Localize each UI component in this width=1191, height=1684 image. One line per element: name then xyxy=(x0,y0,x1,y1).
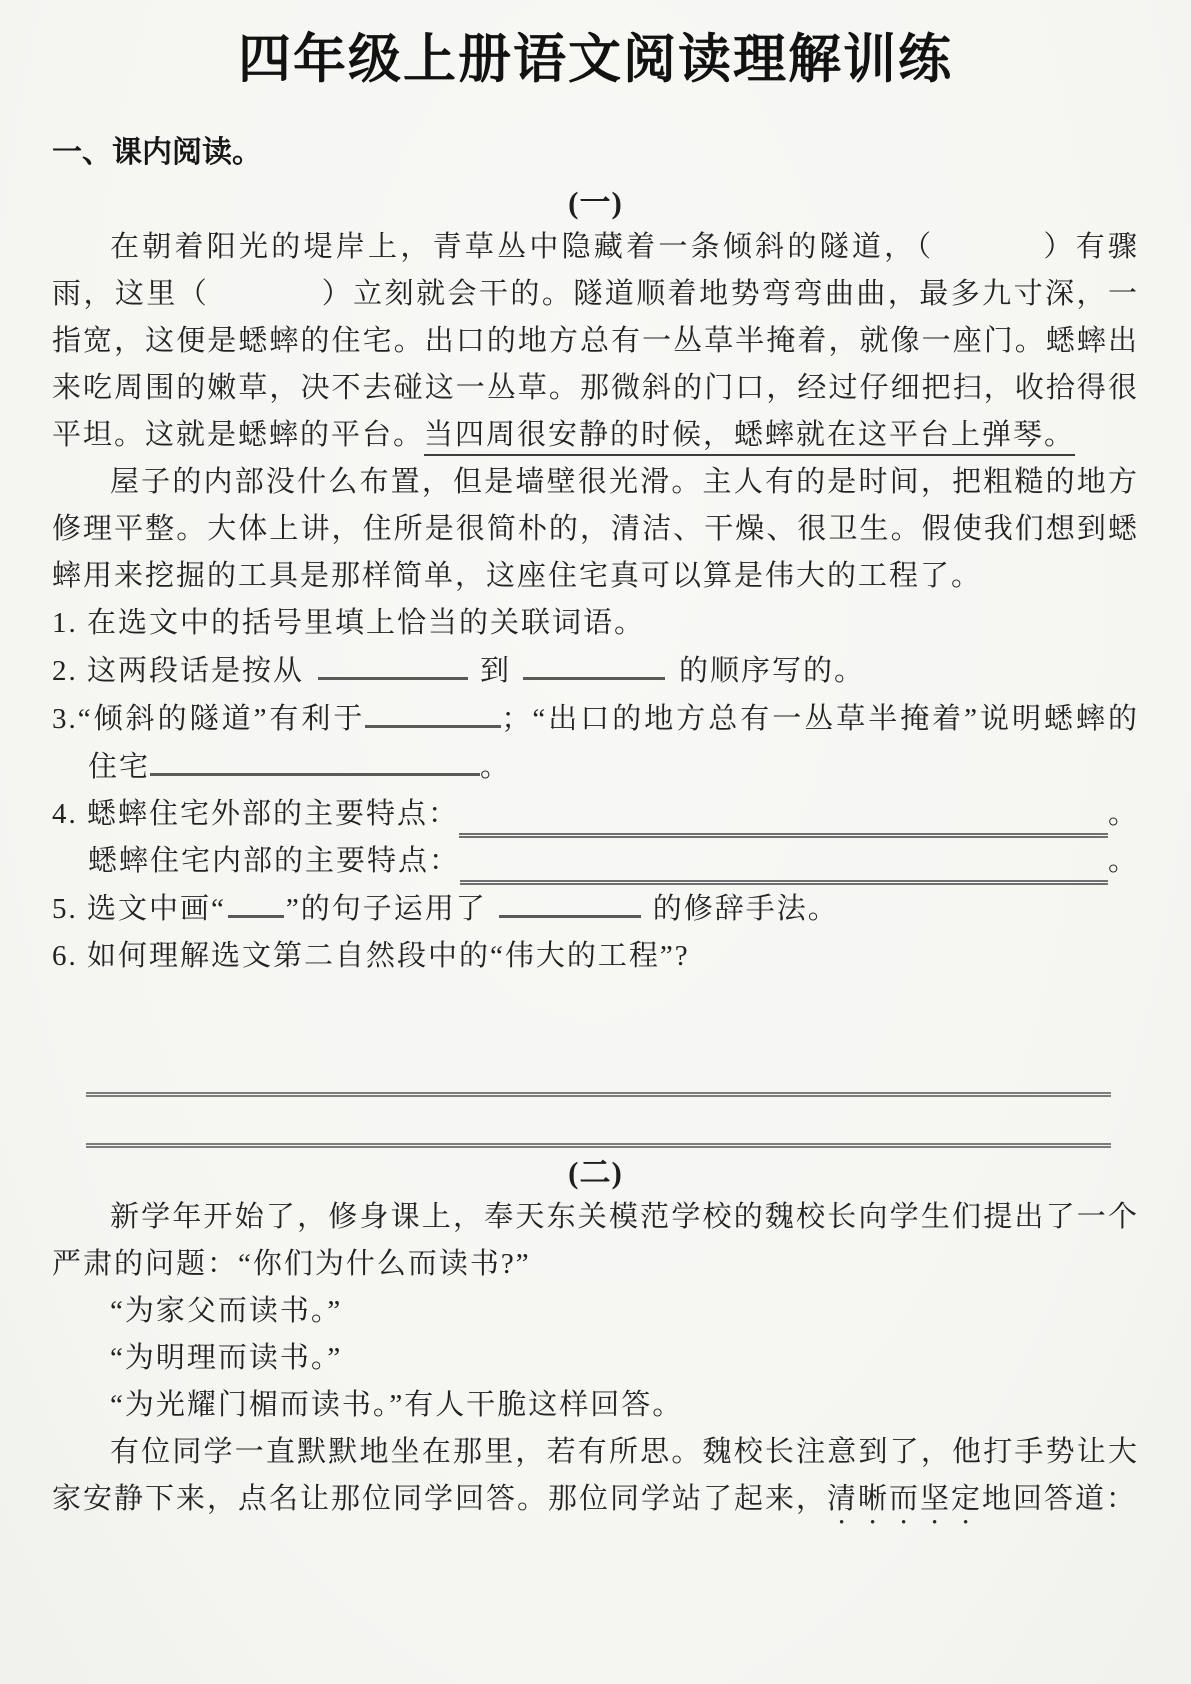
emphasized-text: 清晰而坚定 xyxy=(827,1483,983,1515)
blank-line xyxy=(459,795,1108,838)
blank-line xyxy=(228,885,284,918)
passage-2-paragraph-3: “为明理而读书。” xyxy=(110,1342,343,1374)
question-text: ；“出口的地方总有一丛草半掩着”说明蟋蟀的住宅 xyxy=(88,703,1140,783)
question-text: 2. 这两段话是按从 xyxy=(52,655,305,687)
passage-2-paragraph-5 xyxy=(52,1429,1139,1531)
question-text: 。 xyxy=(1107,798,1139,830)
question-text: 的修辞手法。 xyxy=(652,893,839,925)
page-title: 四年级上册语文阅读理解训练 xyxy=(238,30,953,89)
blank-line xyxy=(150,743,480,776)
question-text: 到 xyxy=(480,655,512,687)
passage-text: 在朝着阳光的堤岸上，青草丛中隐藏着一条倾斜的隧道，（ xyxy=(110,231,935,263)
question-text: 5. 选文中画“ xyxy=(52,893,226,925)
question-text: 。 xyxy=(480,751,512,783)
question-6: 6. 如何理解选文第二自然段中的“伟大的工程”? xyxy=(52,940,690,972)
section-heading: 一、课内阅读。 xyxy=(52,136,262,169)
passage-text: 有位同学一直默默地坐在那里，若有所思。魏校长注意到了，他打手势让大家安静下来，点名让那位同学回答。那位同学站了起来， xyxy=(52,1436,1139,1515)
blank-line xyxy=(365,695,501,728)
blank-line xyxy=(523,647,665,680)
passage-2-label: (二) xyxy=(568,1155,623,1190)
question-text: 。 xyxy=(1107,845,1139,877)
question-text: 的顺序写的。 xyxy=(679,655,866,687)
question-3 xyxy=(52,695,1139,791)
passage-text: ）有骤雨，这里（ xyxy=(52,231,1139,310)
question-2 xyxy=(52,647,1139,695)
passage-2-paragraph-2: “为家父而读书。” xyxy=(110,1295,343,1327)
blank-line xyxy=(318,647,468,680)
blank-line xyxy=(499,885,641,918)
passage-2-paragraph-4: “为光耀门楣而读书。”有人干脆这样回答。 xyxy=(110,1389,684,1421)
answer-line-2 xyxy=(86,1143,1111,1148)
passage-text: ）立刻就会干的。隧道顺着地势弯弯曲曲，最多九寸深，一指宽，这便是蟋蟀的住宅。出口的地方总有一丛草半掩着，就像一座门。蟋蟀出来吃周围的嫩草，决不去碰这一丛草。那微斜的门口，经过仔细把扫，收拾得很平坦。这就是蟋蟀的平台。 xyxy=(52,278,1139,451)
question-text: 蟋蟀住宅内部的主要特点： xyxy=(88,845,461,877)
question-4-outer xyxy=(52,791,1139,838)
blank-line xyxy=(460,842,1108,885)
question-text: ”的句子运用了 xyxy=(285,893,487,925)
passage-2-paragraph-1: 新学年开始了，修身课上，奉天东关模范学校的魏校长向学生们提出了一个严肃的问题：“你们为什么而读书?” xyxy=(52,1201,1139,1280)
passage-1-paragraph-2: 屋子的内部没什么布置，但是墙壁很光滑。主人有的是时间，把粗糙的地方修理平整。大体上讲，住所是很简朴的，清洁、干燥、很卫生。假使我们想到蟋蟀用来挖掘的工具是那样简单，这座住宅真可以算是伟大的工程了。 xyxy=(52,466,1139,592)
question-text: 3.“倾斜的隧道”有利于 xyxy=(52,703,366,735)
answer-line-1 xyxy=(86,1092,1111,1097)
question-text: 4. 蟋蟀住宅外部的主要特点： xyxy=(52,798,460,830)
question-4-inner xyxy=(52,838,1139,885)
question-5 xyxy=(52,885,1139,933)
passage-text: 地回答道： xyxy=(982,1483,1138,1515)
passage-1-label: (一) xyxy=(568,185,623,220)
underlined-sentence: 当四周很安静的时候，蟋蟀就在这平台上弹琴。 xyxy=(424,419,1075,456)
question-1: 1. 在选文中的括号里填上恰当的关联词语。 xyxy=(52,607,646,639)
passage-1-paragraph-1 xyxy=(52,224,1139,459)
